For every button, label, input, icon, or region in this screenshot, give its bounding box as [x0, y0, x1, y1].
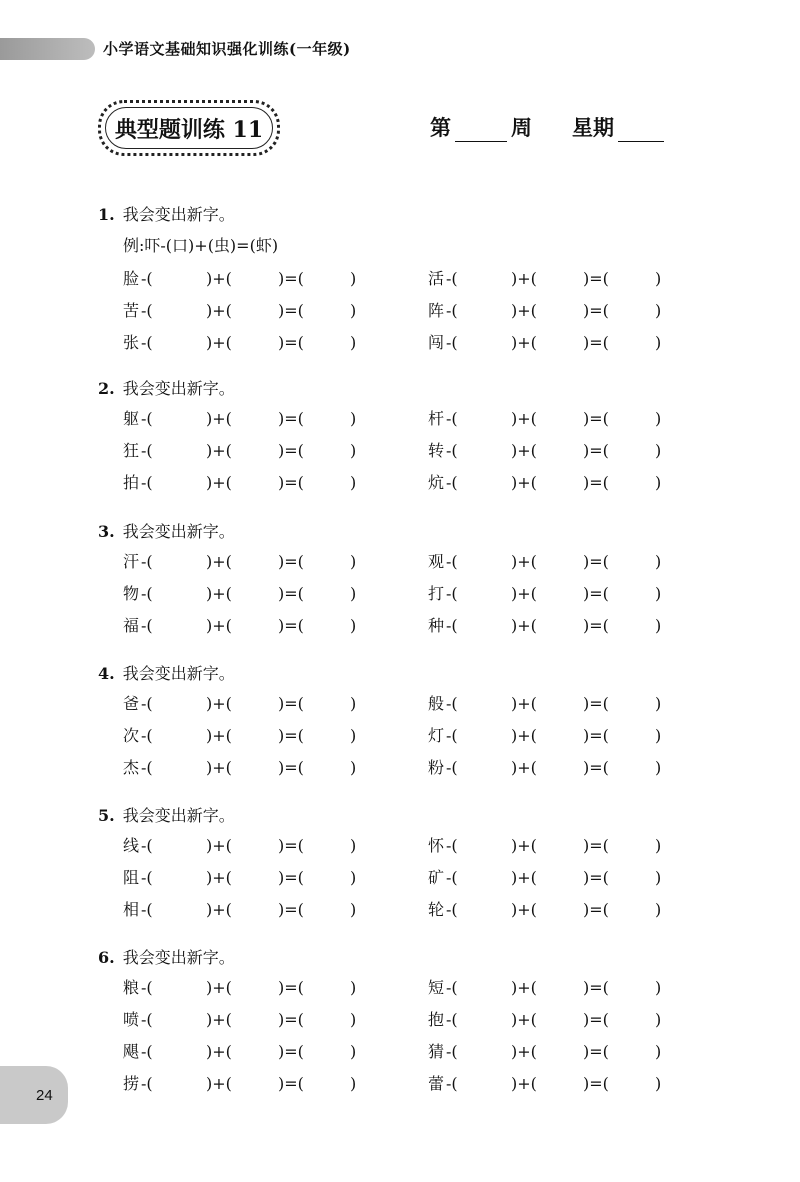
section-instruction: 我会变出新字。	[122, 664, 235, 683]
close-paren: )	[350, 726, 357, 745]
minus-open: -(	[446, 269, 458, 288]
exercise-row	[98, 437, 698, 465]
minus-open: -(	[446, 758, 458, 777]
exercise-row	[98, 1070, 698, 1098]
close-paren: )	[350, 269, 357, 288]
plus-open: )+(	[511, 978, 537, 997]
plus-open: )+(	[511, 758, 537, 777]
section-number: 5.	[98, 806, 115, 825]
section-title	[98, 518, 698, 546]
base-character: 阵	[428, 301, 445, 320]
week-label: 周	[511, 115, 532, 140]
week-blank[interactable]	[455, 119, 507, 142]
base-character: 转	[428, 441, 445, 460]
exercise-row	[98, 405, 698, 433]
minus-open: -(	[141, 868, 153, 887]
base-character: 杆	[428, 409, 445, 428]
section-number: 6.	[98, 948, 115, 967]
equals-open: )=(	[278, 301, 304, 320]
equals-open: )=(	[583, 694, 609, 713]
close-paren: )	[350, 441, 357, 460]
minus-open: -(	[446, 441, 458, 460]
plus-open: )+(	[206, 726, 232, 745]
exercise-row	[98, 864, 698, 892]
plus-open: )+(	[206, 900, 232, 919]
close-paren: )	[350, 1010, 357, 1029]
minus-open: -(	[141, 978, 153, 997]
plus-open: )+(	[206, 694, 232, 713]
close-paren: )	[350, 1042, 357, 1061]
minus-open: -(	[446, 616, 458, 635]
equals-open: )=(	[278, 269, 304, 288]
plus-open: )+(	[206, 978, 232, 997]
equals-open: )=(	[278, 552, 304, 571]
close-paren: )	[655, 1042, 662, 1061]
exercise-row	[98, 1006, 698, 1034]
close-paren: )	[350, 616, 357, 635]
base-character: 次	[123, 726, 140, 745]
week-prefix: 第	[430, 115, 451, 140]
base-character: 蕾	[428, 1074, 445, 1093]
minus-open: -(	[446, 694, 458, 713]
minus-open: -(	[141, 552, 153, 571]
page-number-tab	[0, 1066, 68, 1124]
equals-open: )=(	[583, 868, 609, 887]
base-character: 阻	[123, 868, 140, 887]
exercise-title: 典型题训练 11	[114, 116, 264, 143]
base-character: 喷	[123, 1010, 140, 1029]
equals-open: )=(	[583, 978, 609, 997]
equals-open: )=(	[278, 441, 304, 460]
close-paren: )	[655, 301, 662, 320]
book-title: 小学语文基础知识强化训练(一年级)	[103, 40, 351, 58]
section-instruction: 我会变出新字。	[122, 806, 235, 825]
close-paren: )	[655, 900, 662, 919]
close-paren: )	[350, 900, 357, 919]
exercise-section	[98, 802, 698, 919]
close-paren: )	[350, 758, 357, 777]
close-paren: )	[655, 758, 662, 777]
equals-open: )=(	[583, 473, 609, 492]
exercise-section	[98, 201, 698, 352]
minus-open: -(	[446, 552, 458, 571]
equals-open: )=(	[278, 616, 304, 635]
exercise-row	[98, 832, 698, 860]
close-paren: )	[655, 1074, 662, 1093]
base-character: 福	[123, 616, 140, 635]
exercise-row	[98, 722, 698, 750]
close-paren: )	[655, 1010, 662, 1029]
plus-open: )+(	[206, 441, 232, 460]
base-character: 相	[123, 900, 140, 919]
base-character: 杰	[123, 758, 140, 777]
plus-open: )+(	[511, 868, 537, 887]
plus-open: )+(	[206, 1074, 232, 1093]
exercise-row	[98, 297, 698, 325]
page-number: 24	[36, 1087, 53, 1104]
exercise-row	[98, 754, 698, 782]
equals-open: )=(	[278, 409, 304, 428]
weekday-blank[interactable]	[618, 119, 664, 142]
base-character: 打	[428, 584, 445, 603]
exercise-row	[98, 329, 698, 357]
base-character: 种	[428, 616, 445, 635]
equals-open: )=(	[583, 1074, 609, 1093]
section-instruction: 我会变出新字。	[122, 948, 235, 967]
equals-open: )=(	[278, 978, 304, 997]
minus-open: -(	[446, 1010, 458, 1029]
close-paren: )	[350, 409, 357, 428]
equals-open: )=(	[583, 900, 609, 919]
equals-open: )=(	[278, 584, 304, 603]
plus-open: )+(	[206, 552, 232, 571]
equals-open: )=(	[278, 726, 304, 745]
plus-open: )+(	[511, 584, 537, 603]
section-number: 1.	[98, 205, 115, 224]
equals-open: )=(	[583, 441, 609, 460]
plus-open: )+(	[206, 269, 232, 288]
section-instruction: 我会变出新字。	[122, 379, 235, 398]
exercise-row	[98, 548, 698, 576]
minus-open: -(	[141, 726, 153, 745]
equals-open: )=(	[583, 758, 609, 777]
minus-open: -(	[446, 868, 458, 887]
base-character: 轮	[428, 900, 445, 919]
plus-open: )+(	[206, 584, 232, 603]
close-paren: )	[350, 836, 357, 855]
base-character: 矿	[428, 868, 445, 887]
section-title	[98, 375, 698, 403]
close-paren: )	[350, 1074, 357, 1093]
equals-open: )=(	[583, 409, 609, 428]
base-character: 飓	[123, 1042, 140, 1061]
close-paren: )	[655, 473, 662, 492]
minus-open: -(	[141, 1010, 153, 1029]
minus-open: -(	[446, 584, 458, 603]
minus-open: -(	[141, 333, 153, 352]
exercise-row	[98, 612, 698, 640]
close-paren: )	[350, 301, 357, 320]
close-paren: )	[655, 726, 662, 745]
exercise-section	[98, 518, 698, 635]
plus-open: )+(	[511, 900, 537, 919]
base-character: 物	[123, 584, 140, 603]
plus-open: )+(	[206, 1042, 232, 1061]
minus-open: -(	[446, 301, 458, 320]
equals-open: )=(	[278, 868, 304, 887]
section-number: 3.	[98, 522, 115, 541]
equals-open: )=(	[583, 269, 609, 288]
minus-open: -(	[141, 473, 153, 492]
base-character: 爸	[123, 694, 140, 713]
minus-open: -(	[141, 1042, 153, 1061]
equals-open: )=(	[583, 301, 609, 320]
base-character: 活	[428, 269, 445, 288]
base-character: 猜	[428, 1042, 445, 1061]
exercise-section	[98, 944, 698, 1093]
close-paren: )	[350, 473, 357, 492]
minus-open: -(	[446, 473, 458, 492]
plus-open: )+(	[206, 758, 232, 777]
week-day-field	[430, 112, 664, 142]
close-paren: )	[350, 552, 357, 571]
equals-open: )=(	[278, 1074, 304, 1093]
plus-open: )+(	[511, 694, 537, 713]
minus-open: -(	[446, 900, 458, 919]
base-character: 苦	[123, 301, 140, 320]
minus-open: -(	[141, 616, 153, 635]
base-character: 般	[428, 694, 445, 713]
base-character: 怀	[428, 836, 445, 855]
plus-open: )+(	[206, 301, 232, 320]
base-character: 脸	[123, 269, 140, 288]
equals-open: )=(	[278, 1010, 304, 1029]
exercise-row	[98, 1038, 698, 1066]
minus-open: -(	[446, 1042, 458, 1061]
section-title	[98, 944, 698, 972]
minus-open: -(	[141, 409, 153, 428]
exercise-row	[98, 896, 698, 924]
minus-open: -(	[141, 836, 153, 855]
base-character: 粮	[123, 978, 140, 997]
section-title	[98, 201, 698, 229]
section-instruction: 我会变出新字。	[122, 522, 235, 541]
close-paren: )	[655, 441, 662, 460]
minus-open: -(	[141, 441, 153, 460]
minus-open: -(	[446, 726, 458, 745]
plus-open: )+(	[511, 441, 537, 460]
close-paren: )	[655, 616, 662, 635]
plus-open: )+(	[511, 1074, 537, 1093]
close-paren: )	[655, 978, 662, 997]
equals-open: )=(	[278, 333, 304, 352]
equals-open: )=(	[583, 1010, 609, 1029]
base-character: 汗	[123, 552, 140, 571]
equals-open: )=(	[278, 758, 304, 777]
section-title	[98, 802, 698, 830]
equals-open: )=(	[583, 616, 609, 635]
plus-open: )+(	[511, 409, 537, 428]
equals-open: )=(	[583, 1042, 609, 1061]
exercise-section	[98, 375, 698, 492]
equals-open: )=(	[278, 694, 304, 713]
close-paren: )	[655, 269, 662, 288]
minus-open: -(	[446, 409, 458, 428]
plus-open: )+(	[206, 616, 232, 635]
base-character: 粉	[428, 758, 445, 777]
exercise-section	[98, 660, 698, 777]
equals-open: )=(	[583, 584, 609, 603]
plus-open: )+(	[511, 836, 537, 855]
equals-open: )=(	[278, 1042, 304, 1061]
section-instruction: 我会变出新字。	[122, 205, 235, 224]
section-title	[98, 660, 698, 688]
base-character: 抱	[428, 1010, 445, 1029]
minus-open: -(	[141, 694, 153, 713]
minus-open: -(	[141, 301, 153, 320]
exercise-row	[98, 974, 698, 1002]
close-paren: )	[655, 584, 662, 603]
equals-open: )=(	[583, 836, 609, 855]
equals-open: )=(	[583, 333, 609, 352]
plus-open: )+(	[511, 616, 537, 635]
plus-open: )+(	[511, 269, 537, 288]
close-paren: )	[655, 836, 662, 855]
minus-open: -(	[446, 333, 458, 352]
exercise-title-badge	[98, 100, 280, 156]
plus-open: )+(	[206, 409, 232, 428]
equals-open: )=(	[583, 726, 609, 745]
base-character: 捞	[123, 1074, 140, 1093]
plus-open: )+(	[511, 552, 537, 571]
equals-open: )=(	[278, 836, 304, 855]
minus-open: -(	[141, 900, 153, 919]
section-number: 4.	[98, 664, 115, 683]
close-paren: )	[350, 333, 357, 352]
close-paren: )	[350, 694, 357, 713]
example-line: 例:吓-(口)+(虫)=(虾)	[123, 236, 279, 255]
base-character: 张	[123, 333, 140, 352]
plus-open: )+(	[511, 473, 537, 492]
minus-open: -(	[446, 1074, 458, 1093]
base-character: 灯	[428, 726, 445, 745]
base-character: 观	[428, 552, 445, 571]
close-paren: )	[655, 333, 662, 352]
base-character: 线	[123, 836, 140, 855]
minus-open: -(	[446, 836, 458, 855]
minus-open: -(	[141, 584, 153, 603]
base-character: 炕	[428, 473, 445, 492]
plus-open: )+(	[511, 726, 537, 745]
close-paren: )	[350, 584, 357, 603]
plus-open: )+(	[511, 333, 537, 352]
exercise-row	[98, 265, 698, 293]
minus-open: -(	[141, 1074, 153, 1093]
base-character: 短	[428, 978, 445, 997]
header-decoration-bar	[0, 38, 95, 60]
minus-open: -(	[141, 269, 153, 288]
base-character: 拍	[123, 473, 140, 492]
exercise-row	[98, 580, 698, 608]
section-number: 2.	[98, 379, 115, 398]
close-paren: )	[655, 552, 662, 571]
equals-open: )=(	[278, 473, 304, 492]
plus-open: )+(	[206, 868, 232, 887]
plus-open: )+(	[511, 1042, 537, 1061]
plus-open: )+(	[206, 473, 232, 492]
close-paren: )	[655, 868, 662, 887]
plus-open: )+(	[206, 836, 232, 855]
close-paren: )	[655, 694, 662, 713]
close-paren: )	[655, 409, 662, 428]
minus-open: -(	[446, 978, 458, 997]
minus-open: -(	[141, 758, 153, 777]
plus-open: )+(	[511, 301, 537, 320]
exercise-row	[98, 469, 698, 497]
plus-open: )+(	[511, 1010, 537, 1029]
weekday-label: 星期	[572, 115, 614, 140]
exercise-row	[98, 690, 698, 718]
equals-open: )=(	[278, 900, 304, 919]
close-paren: )	[350, 978, 357, 997]
base-character: 躯	[123, 409, 140, 428]
equals-open: )=(	[583, 552, 609, 571]
base-character: 狂	[123, 441, 140, 460]
close-paren: )	[350, 868, 357, 887]
base-character: 闯	[428, 333, 445, 352]
plus-open: )+(	[206, 333, 232, 352]
plus-open: )+(	[206, 1010, 232, 1029]
